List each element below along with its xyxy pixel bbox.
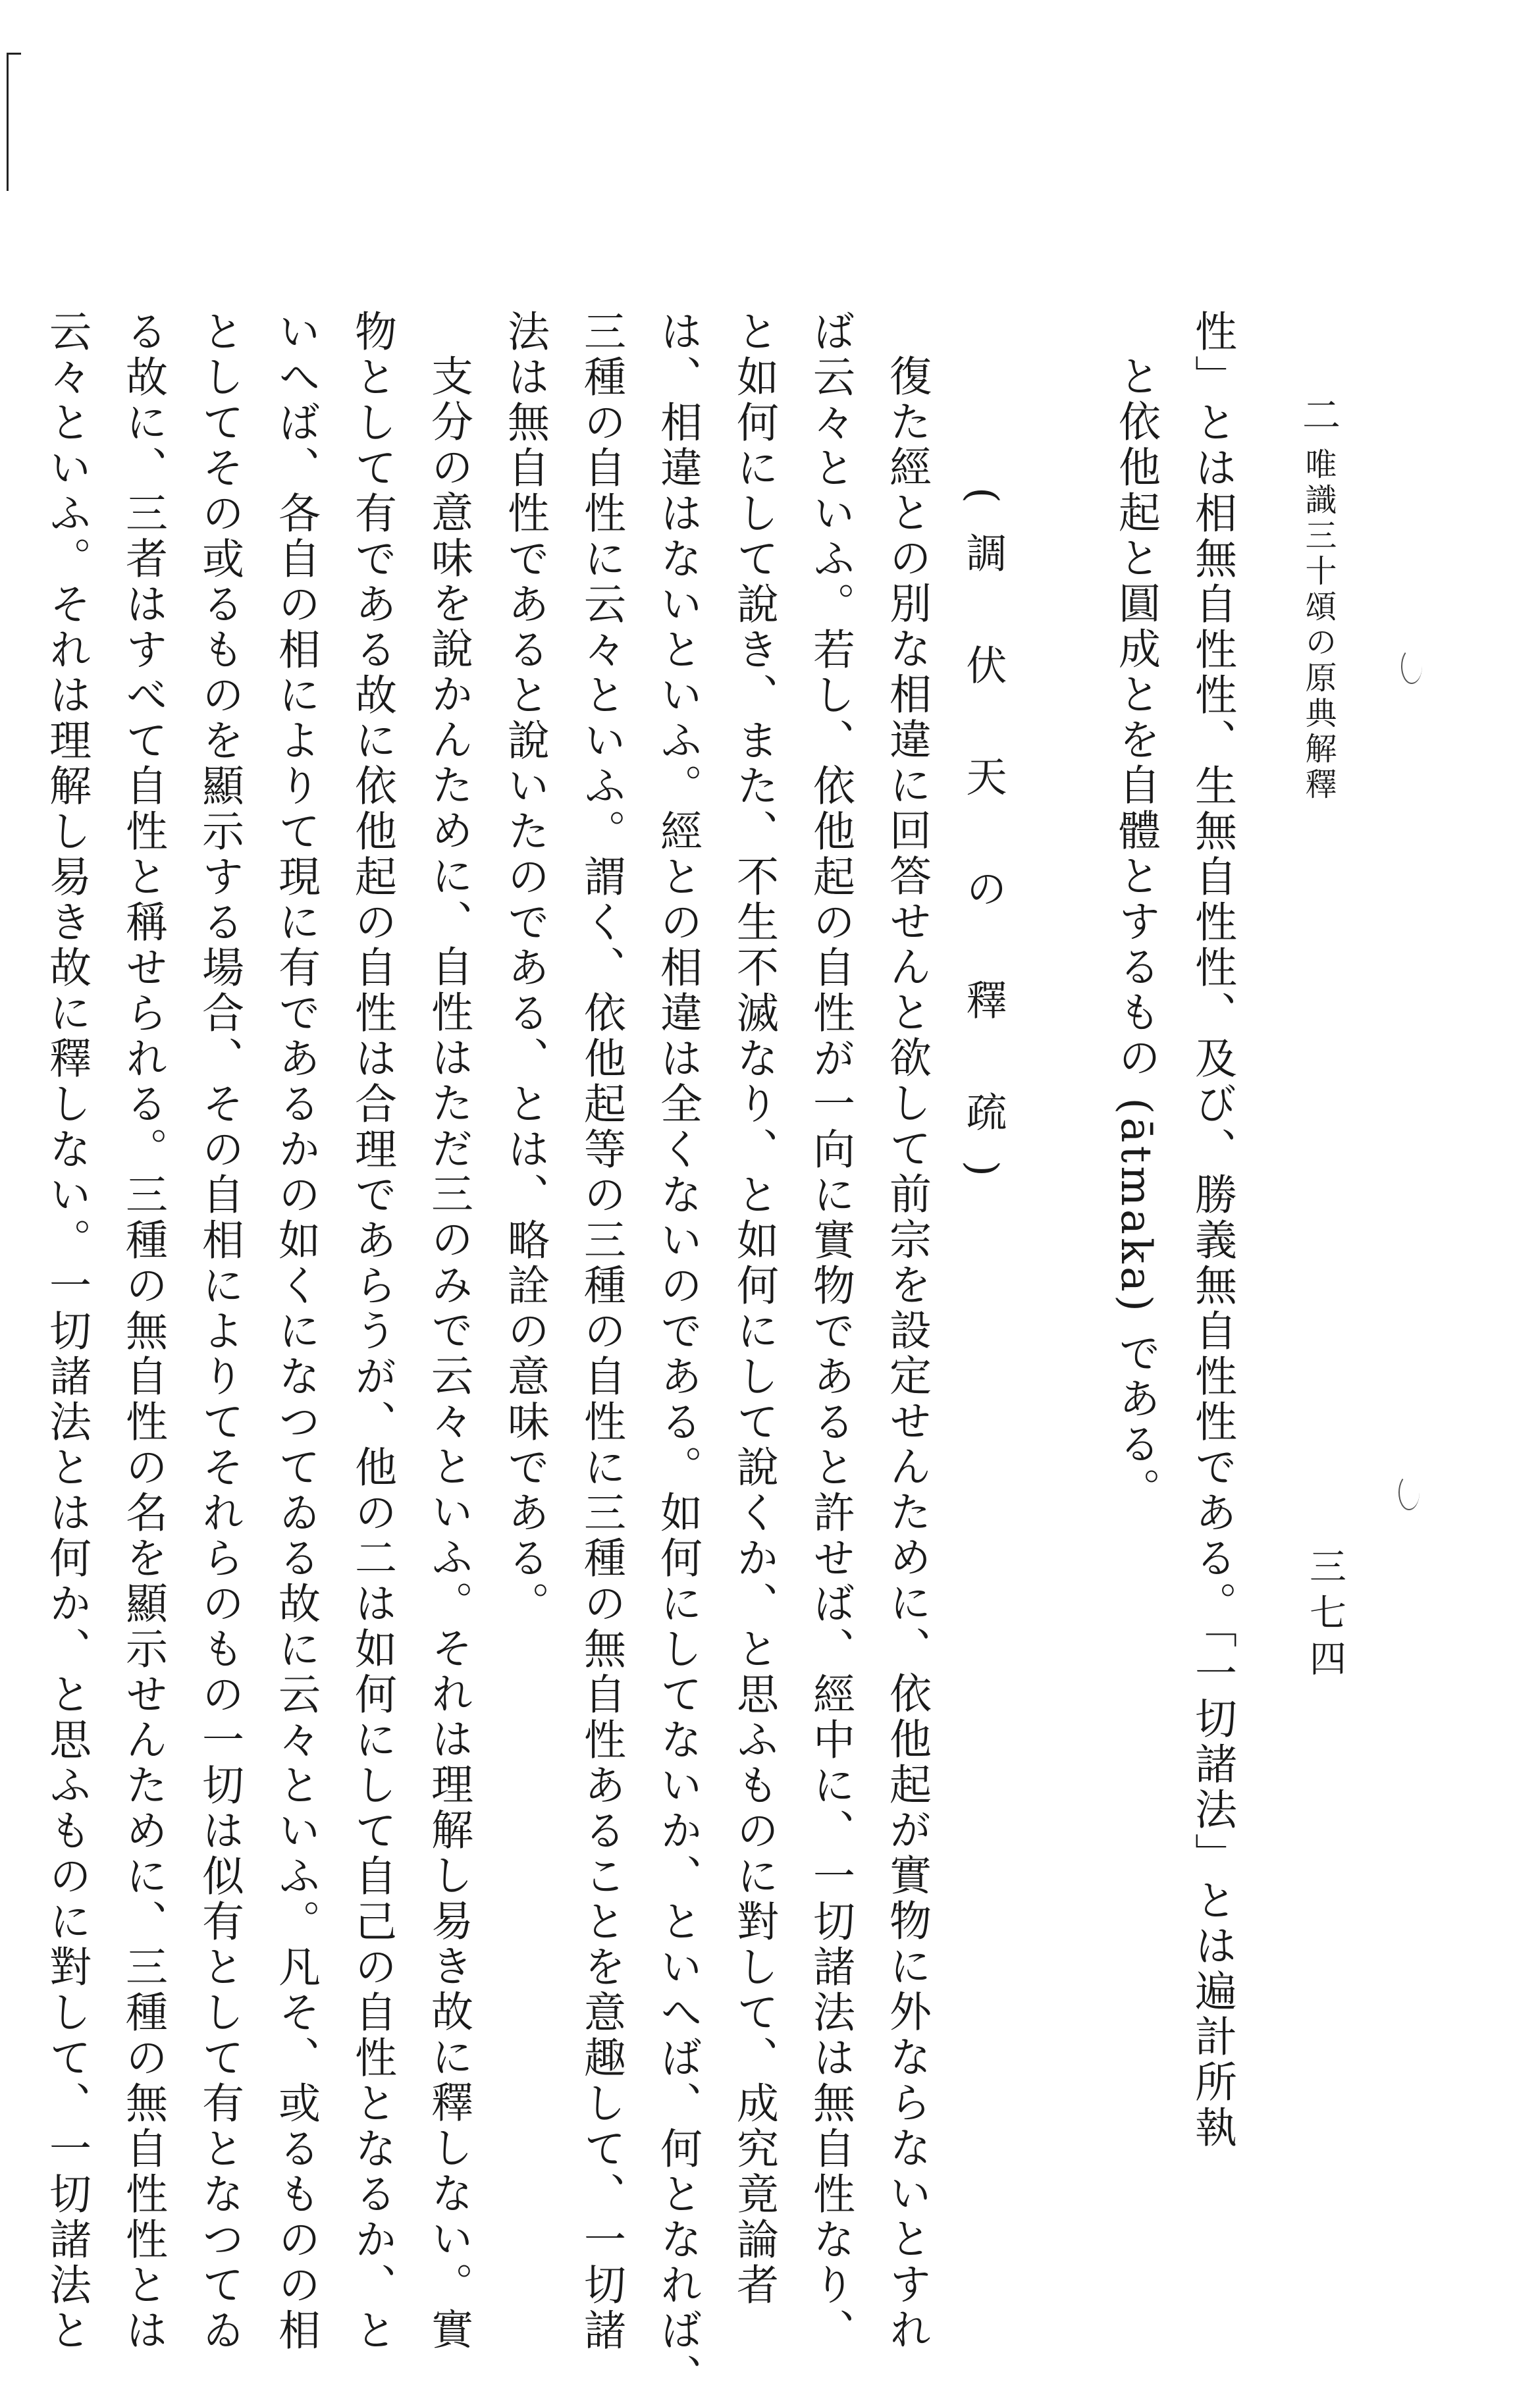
text-column: ば云々といふ。若し、依他起の自性が一向に實物であると許せば、經中に、一切諸法は無自性なり、 — [806, 309, 855, 2354]
page-number: 三七四 — [1304, 1547, 1346, 1685]
page-edge-corner — [7, 53, 21, 55]
body-text — [42, 309, 1250, 2399]
text-column: は、相違はないといふ。經との相違は全くないのである。如何にしてないか、といへば、何となれば、 — [653, 309, 702, 2399]
text-column: 法は無自性であると說いたのである、とは、略詮の意味である。 — [500, 309, 549, 1627]
text-column: いへば、各自の相によりて現に有であるかの如くになつてゐる故に云々といふ。凡そ、或るものの相 — [271, 309, 320, 2354]
margin-mark — [1401, 648, 1422, 684]
text-column: 復た經との別な相違に回答せんと欲して前宗を設定せんために、依他起が實物に外ならないとすれ — [882, 354, 931, 2353]
text-column: 物として有である故に依他起の自性は合理であらうが、他の二は如何にして自己の自性となるか、と — [348, 309, 396, 2354]
running-title: 唯識三十頌の原典解釋 — [1300, 448, 1337, 803]
page-edge-line — [7, 53, 9, 191]
text-column: 支分の意味を說かんために、自性はただ三のみで云々といふ。それは理解し易き故に釋しない。實 — [424, 354, 473, 2353]
text-column: と依他起と圓成とを自體とするもの (ātmaka) である。 — [1111, 354, 1160, 1514]
text-column: 三種の自性に云々といふ。謂く、依他起等の三種の自性に三種の無自性あることを意趣して、一切諸 — [577, 309, 625, 2354]
text-column: 性」とは相無自性性、生無自性性、及び、勝義無自性性である。「一切諸法」とは遍計所執 — [1188, 309, 1236, 2151]
text-column: と如何にして說き、また、不生不滅なり、と如何にして說くか、と思ふものに對して、成究竟論者 — [730, 309, 778, 2308]
margin-mark — [1398, 1475, 1420, 1510]
section-heading: (調 伏 天 の 釋 疏) — [959, 487, 1007, 1205]
text-column: 云々といふ。それは理解し易き故に釋しない。一切諸法とは何か、と思ふものに對して、一切諸法と — [42, 309, 91, 2354]
text-column: としてその或るものを顯示する場合、その自相によりてそれらのもの一切は似有として有となつてゐ — [195, 309, 244, 2354]
text-column: る故に、三者はすべて自性と稱せられる。三種の無自性の名を顯示せんために、三種の無自性性とは — [119, 309, 167, 2354]
chapter-number: 二 — [1296, 395, 1341, 437]
